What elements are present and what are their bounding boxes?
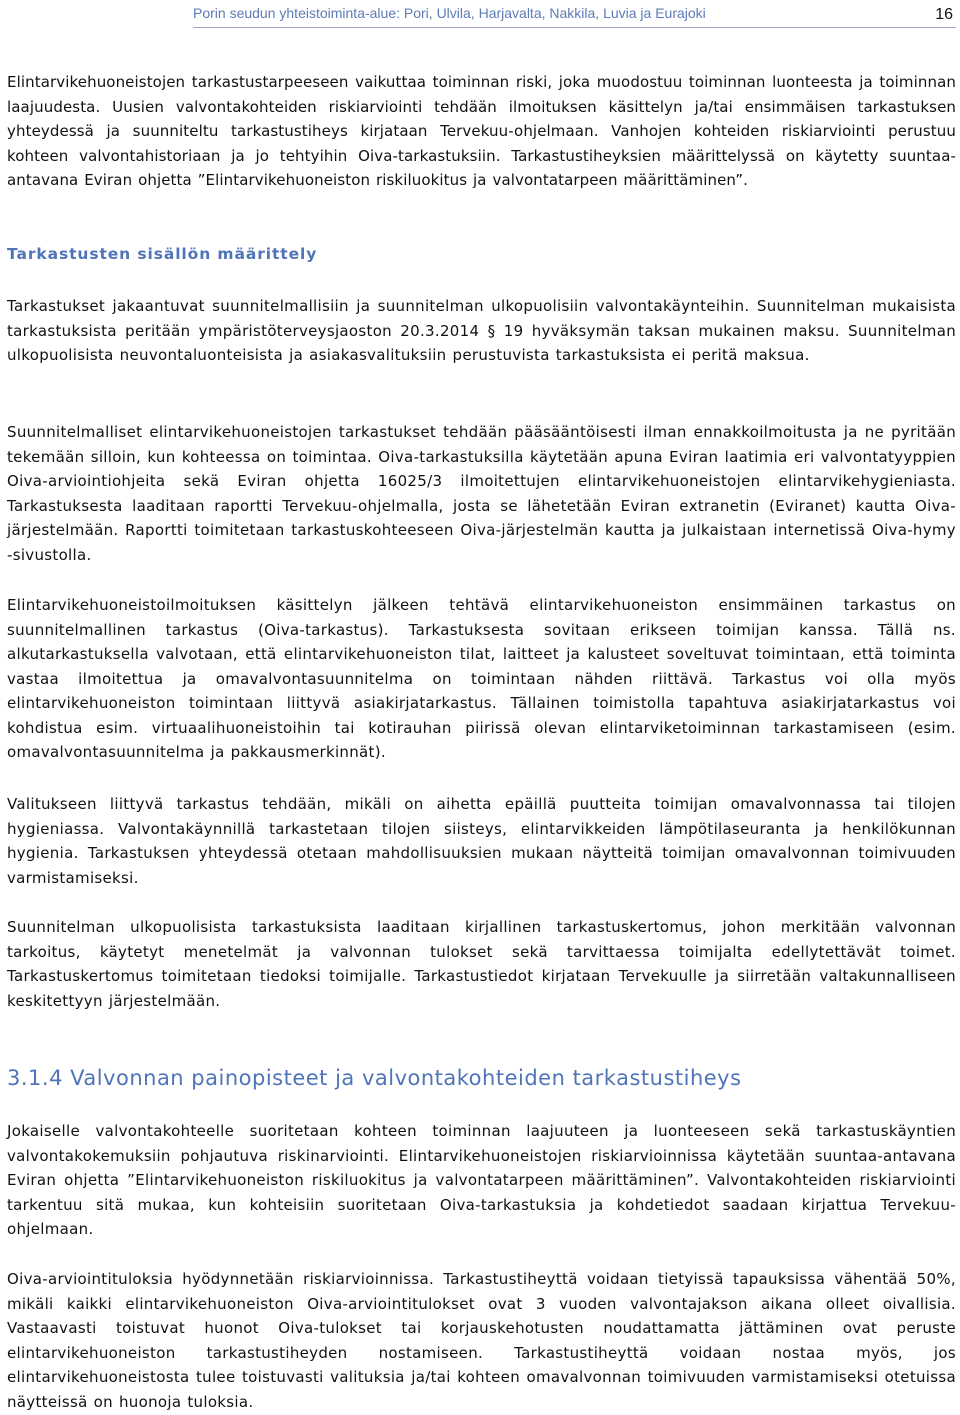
paragraph-risk-assessment: Jokaiselle valvontakohteelle suoritetaan kohteen toiminnan laajuuteen ja luonteeseen sekä tarkastuskäyntien valvontakokemuksiin pohjautuva riskinarviointi. Elintarvikehuoneistojen riskiarvioinnissa käytetään suuntaa-antavana Eviran ohjetta ”Elintarvikehuoneiston riskiluokitus ja valvontatarpeen määrittäminen”. Valvontakohteiden riskiarviointi tarkentuu sitä mukaa, kun kohteisiin suoritetaan Oiva-tarkastuksia ja kohdetiedot saadaan kirjattua Tervekuu-ohjelmaan. (7, 1122, 956, 1238)
paragraph-inspection-report: Suunnitelman ulkopuolisista tarkastuksista laaditaan kirjallinen tarkastuskertomus, johon merkitään valvonnan tarkoitus, käytetyt menetelmät ja valvonnan tulokset sekä tarvittaessa toimijalta edellytettävät toimet. Tarkastuskertomus toimitetaan tiedoksi toimijalle. Tarkastustiedot kirjataan Tervekuulle ja siirretään valtakunnalliseen keskitettyyn järjestelmään. (7, 918, 956, 1010)
subsection-heading: 3.1.4 Valvonnan painopisteet ja valvontakohteiden tarkastustiheys (7, 1066, 742, 1090)
document-page (7, 0, 956, 1415)
paragraph-first-inspection: Elintarvikehuoneistoilmoituksen käsittelyn jälkeen tehtävä elintarvikehuoneiston ensimmäinen tarkastus on suunnitelmallinen tarkastus (Oiva-tarkastus). Tarkastuksesta sovitaan erikseen toimijan kanssa. Tällä ns. alkutarkastuksella valvotaan, että elintarvikehuoneiston tilat, laitteet ja kalusteet soveltuvat toimintaan, että toiminta vastaa ilmoitettua ja omavalvontasuunnitelma on toimintaan nähden riittävä. Tarkastus voi olla myös elintarvikehuoneiston toimintaan liittyvä asiakirjatarkastus. Tällainen toimistolla tapahtuva asiakirjatarkastus voi kohdistua esim. virtuaalihuoneistoihin tai kotirauhan piirissä olevan elintarviketoiminnan tarkastamiseen (esim. omavalvontasuunnitelma ja pakkausmerkinnät). (7, 596, 956, 761)
paragraph-complaint-inspection: Valitukseen liittyvä tarkastus tehdään, mikäli on aihetta epäillä puutteita toimijan omavalvonnassa tai tilojen hygieniassa. Valvontakäynnillä tarkastetaan tilojen siisteys, elintarvikkeiden lämpötilaseuranta ja henkilökunnan hygienia. Tarkastuksen yhteydessä otetaan mahdollisuuksien mukaan näytteitä toimijan omavalvonnan toimivuuden varmistamiseksi. (7, 795, 956, 887)
page-number: 16 (935, 6, 953, 23)
section-heading: Tarkastusten sisällön määrittely (7, 245, 318, 263)
page-header (193, 3, 956, 28)
intro-paragraph: Elintarvikehuoneistojen tarkastustarpeeseen vaikuttaa toiminnan riski, joka muodostuu toiminnan luonteesta ja toiminnan laajuudesta. Uusien valvontakohteiden riskiarviointi tehdään ilmoituksen käsittelyn ja/tai ensimmäisen tarkastuksen yhteydessä ja suunniteltu tarkastustiheys kirjataan Tervekuu-ohjelmaan. Vanhojen kohteiden riskiarviointi perustuu kohteen valvontahistoriaan ja jo tehtyihin Oiva-tarkastuksiin. Tarkastustiheyksien määrittelyssä on käytetty suuntaa-antavana Eviran ohjetta ”Elintarvikehuoneiston riskiluokitus ja valvontatarpeen määrittäminen”. (7, 73, 956, 189)
header-title: Porin seudun yhteistoiminta-alue: Pori, Ulvila, Harjavalta, Nakkila, Luvia ja Eurajoki (193, 5, 706, 21)
paragraph-oiva-results: Oiva-arviointituloksia hyödynnetään riskiarvioinnissa. Tarkastustiheyttä voidaan tietyissä tapauksissa vähentää 50%, mikäli kaikki elintarvikehuoneiston Oiva-arviointitulokset ovat 3 vuoden valvontajakson aikana olleet oivallisia. Vastaavasti toistuvat huonot Oiva-tulokset tai korjauskehotusten noudattamatta jättäminen ovat peruste elintarvikehuoneiston tarkastustiheyden nostamiseen. Tarkastustiheyttä voidaan nostaa myös, jos elintarvikehuoneistosta tulee toistuvasti valituksia ja/tai kohteen omavalvonnan toimivuuden varmistamiseksi otetuissa näytteissä on huonoja tuloksia. (7, 1270, 956, 1411)
paragraph-planned-inspections: Suunnitelmalliset elintarvikehuoneistojen tarkastukset tehdään pääsääntöisesti ilman ennakkoilmoitusta ja ne pyritään tekemään silloin, kun kohteessa on toimintaa. Oiva-tarkastuksilla käytetään apuna Eviran laatimia eri valvontatyyppien Oiva-arviointiohjeita sekä Eviran ohjetta 16025/3 ilmoitettujen elintarvikehuoneistojen elintarvikehygieniasta. Tarkastuksesta laaditaan raportti Tervekuu-ohjelmalla, josta se lähetetään Eviran extranetin (Eviranet) kautta Oiva-järjestelmään. Raportti toimitetaan tarkastuskohteeseen Oiva-järjestelmän kautta ja julkaistaan internetissä Oiva-hymy -sivustolla. (7, 423, 956, 564)
paragraph-inspection-types: Tarkastukset jakaantuvat suunnitelmallisiin ja suunnitelman ulkopuolisiin valvontakäynteihin. Suunnitelman mukaisista tarkastuksista peritään ympäristöterveysjaoston 20.3.2014 § 19 hyväksymän taksan mukainen maksu. Suunnitelman ulkopuolisista neuvontaluonteisista ja asiakasvalituksiin perustuvista tarkastuksista ei peritä maksua. (7, 297, 956, 364)
